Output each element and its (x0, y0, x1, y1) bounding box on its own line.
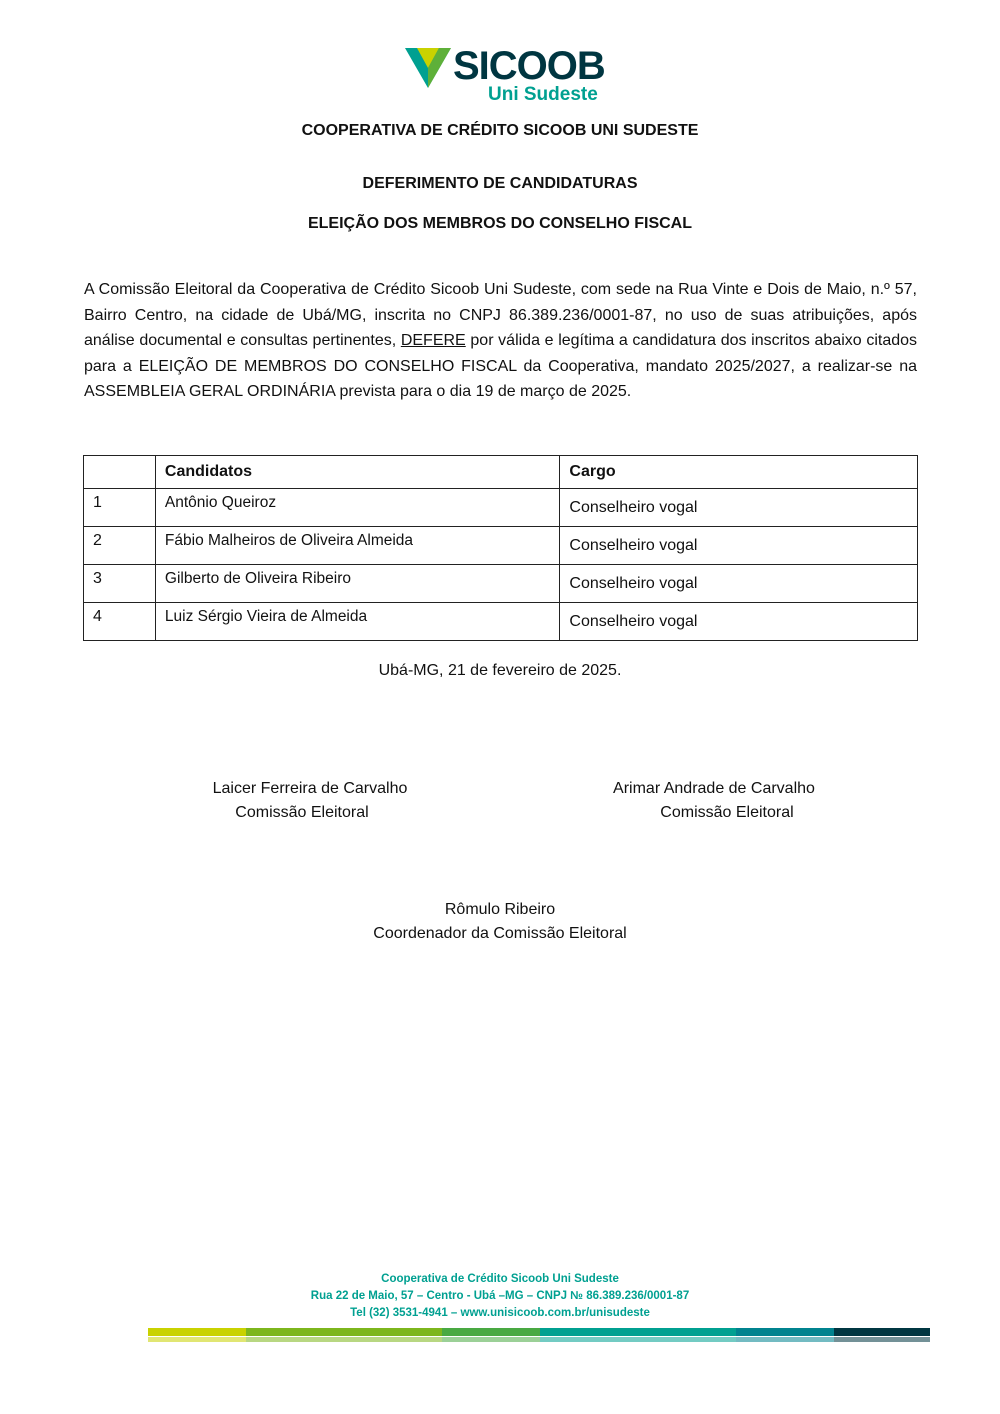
date-line: Ubá-MG, 21 de fevereiro de 2025. (378, 662, 622, 679)
row-number: 4 (84, 603, 156, 641)
signatory-name: Rômulo Ribeiro (444, 901, 556, 918)
body-paragraph (84, 277, 917, 405)
candidate-name: Fábio Malheiros de Oliveira Almeida (155, 527, 559, 565)
signatory-role: Comissão Eleitoral (660, 804, 794, 821)
stripe-segment (148, 1328, 246, 1336)
row-number: 1 (84, 489, 156, 527)
candidate-role: Conselheiro vogal (560, 527, 918, 565)
sicoob-logo (403, 44, 603, 106)
signatory-name: Arimar Andrade de Carvalho (613, 780, 815, 797)
body-text-part2: por válida e legítima a candidatura dos inscritos abaixo citados para a ELEIÇÃO DE MEMBROS DO CONSELHO FISCAL da Cooperativa, mandato 2025/2027, a realizar-se na ASSEMBLEIA GERAL ORDINÁRIA prevista para o dia 19 de março de 2025. (84, 332, 918, 400)
header-candidates: Candidatos (155, 456, 559, 489)
stripe-segment (540, 1337, 736, 1342)
footer-address: Rua 22 de Maio, 57 – Centro - Ubá –MG – CNPJ № 86.389.236/0001-87 (310, 1290, 690, 1302)
table-row (84, 565, 918, 603)
stripe-segment (246, 1328, 442, 1336)
candidate-role: Conselheiro vogal (560, 603, 918, 641)
signature-block (300, 898, 700, 946)
table-row (84, 527, 918, 565)
header-number (84, 456, 156, 489)
candidate-role: Conselheiro vogal (560, 489, 918, 527)
stripe-segment (834, 1337, 930, 1342)
row-number: 3 (84, 565, 156, 603)
stripe-segment (736, 1337, 834, 1342)
logo-subname: Uni Sudeste (488, 84, 598, 105)
footer-company: Cooperativa de Crédito Sicoob Uni Sudeste (381, 1273, 619, 1285)
candidate-role: Conselheiro vogal (560, 565, 918, 603)
candidate-name: Antônio Queiroz (155, 489, 559, 527)
body-emphasis: DEFERE (400, 332, 466, 349)
header-role: Cargo (560, 456, 918, 489)
signature-block (190, 777, 430, 825)
footer-color-stripe (148, 1328, 930, 1342)
signatory-role: Comissão Eleitoral (235, 804, 369, 821)
stripe-segment (246, 1337, 442, 1342)
stripe-segment (540, 1328, 736, 1336)
table-header-row (84, 456, 918, 489)
stripe-segment (442, 1337, 540, 1342)
table-row (84, 603, 918, 641)
cooperative-heading: COOPERATIVA DE CRÉDITO SICOOB UNI SUDESTE (301, 122, 699, 139)
stripe-segment (736, 1328, 834, 1336)
signatory-name: Laicer Ferreira de Carvalho (212, 780, 408, 797)
signatory-role: Coordenador da Comissão Eleitoral (373, 925, 627, 942)
document-title: DEFERIMENTO DE CANDIDATURAS (362, 175, 638, 192)
candidates-table (83, 455, 918, 641)
stripe-segment (834, 1328, 930, 1336)
row-number: 2 (84, 527, 156, 565)
candidate-name: Luiz Sérgio Vieira de Almeida (155, 603, 559, 641)
stripe-segment (442, 1328, 540, 1336)
sicoob-logo-mark-icon (403, 44, 453, 92)
stripe-segment (148, 1337, 246, 1342)
logo-wordmark: SICOOB (453, 44, 605, 88)
body-text-part1: A Comissão Eleitoral da Cooperativa de Crédito Sicoob Uni Sudeste, com sede na Rua Vinte e Dois de Maio, n.º 57, Bairro Centro, na cidade de Ubá/MG, inscrita no CNPJ 86.389.236/0001-87, no uso de suas atribuições, após análise documental e consultas pertinentes, (84, 281, 917, 349)
document-subtitle: ELEIÇÃO DOS MEMBROS DO CONSELHO FISCAL (307, 215, 692, 232)
signature-block (594, 777, 834, 825)
table-row (84, 489, 918, 527)
footer-contact: Tel (32) 3531-4941 – www.unisicoob.com.br/unisudeste (350, 1307, 650, 1319)
candidate-name: Gilberto de Oliveira Ribeiro (155, 565, 559, 603)
